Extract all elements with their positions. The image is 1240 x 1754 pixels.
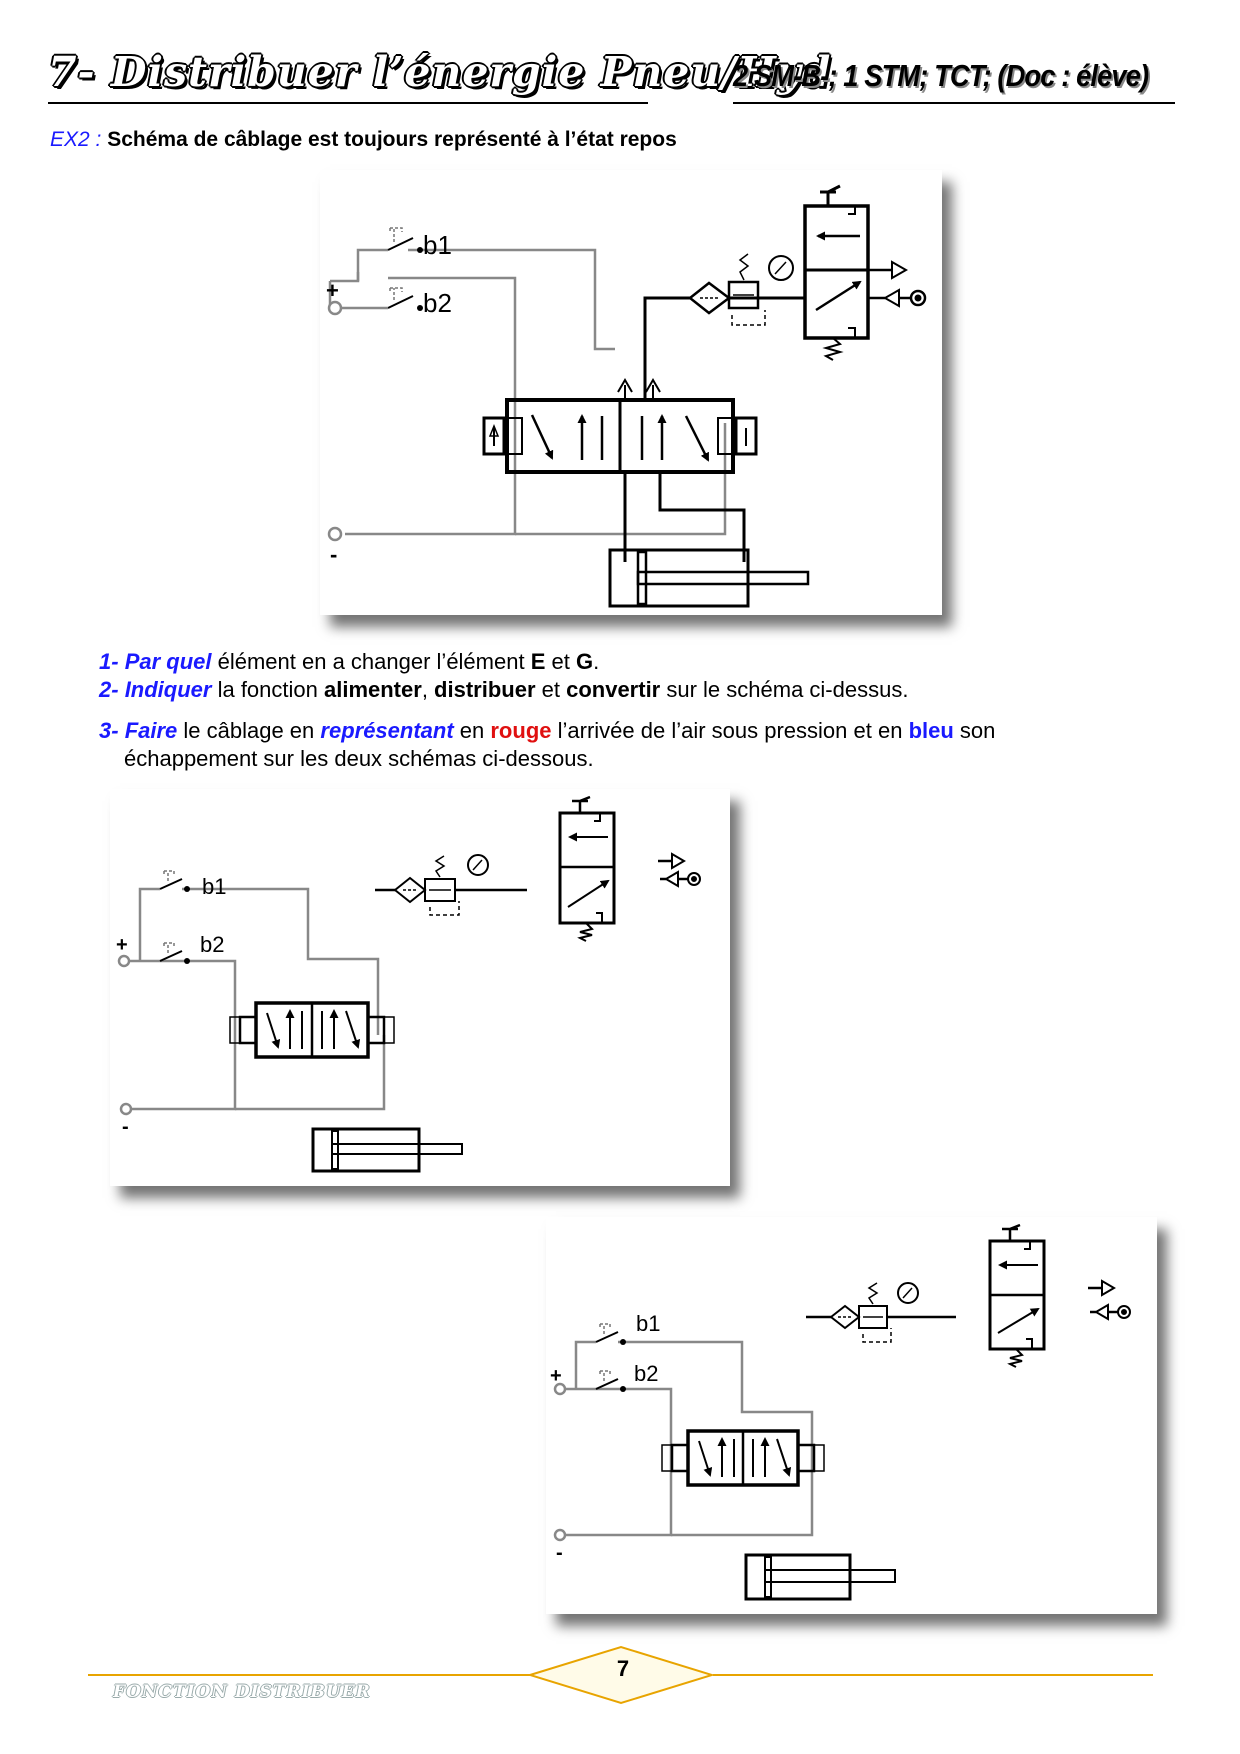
- push-button-b1: [160, 871, 226, 899]
- exercise-heading: [50, 128, 677, 152]
- q2-number: 2-: [99, 677, 119, 702]
- label-b2: b2: [200, 932, 225, 957]
- label-b2: b2: [423, 288, 452, 318]
- label-minus: -: [122, 1116, 129, 1138]
- push-button-b1: [388, 228, 452, 260]
- q2-text-end: sur le schéma ci-dessus.: [660, 677, 909, 702]
- q1-text-and: et: [545, 649, 576, 674]
- footer-rule-left: [88, 1674, 530, 1676]
- q1-text-end: .: [593, 649, 600, 674]
- q3-text-d: son: [953, 718, 996, 743]
- q2-word-distribuer: distribuer: [434, 677, 536, 702]
- push-button-b2: [596, 1361, 658, 1392]
- frl-unit: [375, 855, 527, 915]
- distributor-3-2: [560, 797, 614, 941]
- label-plus: +: [550, 1365, 562, 1387]
- distributor-5-2: [230, 1003, 394, 1057]
- label-b2: b2: [634, 1361, 659, 1386]
- q1-number: 1-: [99, 649, 119, 674]
- q3-verb: Faire: [124, 718, 178, 743]
- q2-word-convertir: convertir: [566, 677, 661, 702]
- q2-word-alimenter: alimenter: [323, 677, 422, 702]
- terminal-minus: [555, 1530, 565, 1540]
- terminal-minus: [329, 528, 341, 540]
- label-b1: b1: [202, 874, 227, 899]
- exercise-schema-2: [546, 1217, 1157, 1614]
- distributor-3-2: [990, 1225, 1044, 1367]
- page-number: 7: [616, 1656, 630, 1681]
- electrical-wiring: [558, 1342, 812, 1535]
- q1-verb: Par quel: [124, 649, 212, 674]
- label-b1: b1: [636, 1311, 661, 1336]
- footer-rule-right: [713, 1674, 1153, 1676]
- q1-element-g: G: [575, 649, 594, 674]
- label-minus: -: [556, 1542, 563, 1564]
- q3-word-rouge: rouge: [490, 718, 552, 743]
- q3-text-b: en: [453, 718, 491, 743]
- exercise-tag: EX2 :: [50, 128, 102, 151]
- label-b1: b1: [423, 230, 452, 260]
- q2-text-a: la fonction: [211, 677, 324, 702]
- double-acting-cylinder: [610, 550, 808, 606]
- terminal-plus: [329, 302, 341, 314]
- terminal-minus: [121, 1104, 131, 1114]
- question-1: [99, 649, 599, 675]
- push-button-b2: [160, 932, 224, 964]
- exhaust-and-supply-ports: [1088, 1281, 1130, 1319]
- exercise-schema-1: [110, 789, 730, 1186]
- label-minus: -: [330, 542, 338, 567]
- footer-brand: FONCTION DISTRIBUER: [113, 1682, 371, 1702]
- label-plus: +: [116, 934, 128, 956]
- push-button-b1: [596, 1311, 660, 1345]
- q2-verb: Indiquer: [124, 677, 212, 702]
- q3-number: 3-: [99, 718, 119, 743]
- q3-text-a: le câblage en: [177, 718, 321, 743]
- pneumatic-lines: [625, 298, 805, 562]
- q3-word-representant: représentant: [320, 718, 454, 743]
- course-tag: 2 SM-B-; 1 STM; TCT; (Doc : élève): [733, 58, 1149, 93]
- question-3: [99, 718, 995, 744]
- q3-word-bleu: bleu: [908, 718, 954, 743]
- exhaust-and-supply-ports: [658, 854, 700, 886]
- q1-text-a: élément en a changer l’élément: [211, 649, 531, 674]
- header-rule-left: [48, 102, 648, 104]
- terminal-plus: [119, 956, 129, 966]
- q2-sep2: et: [535, 677, 567, 702]
- double-acting-cylinder: [313, 1129, 462, 1171]
- exercise-title: Schéma de câblage est toujours représenté à l’état repos: [107, 128, 677, 151]
- distributor-5-2: [484, 380, 756, 472]
- question-2: [99, 677, 908, 703]
- double-acting-cylinder: [746, 1555, 895, 1599]
- distributor-3-2: [805, 186, 925, 360]
- reference-schema: [320, 170, 942, 615]
- distributor-5-2: [662, 1431, 824, 1485]
- label-plus: +: [326, 278, 339, 303]
- frl-unit: [806, 1283, 956, 1342]
- frl-unit: [690, 254, 793, 325]
- header-rule-right: [733, 102, 1175, 104]
- push-button-b2: [388, 288, 452, 318]
- chapter-title: 7- Distribuer l’énergie Pneu/Hyd: [48, 48, 832, 96]
- q3-text-c: l’arrivée de l’air sous pression et en: [551, 718, 909, 743]
- q2-sep1: ,: [421, 677, 435, 702]
- question-3-line-2: échappement sur les deux schémas ci-dessous.: [124, 746, 594, 771]
- electrical-wiring: [122, 889, 384, 1109]
- q1-element-e: E: [530, 649, 546, 674]
- electrical-wiring: [330, 250, 725, 534]
